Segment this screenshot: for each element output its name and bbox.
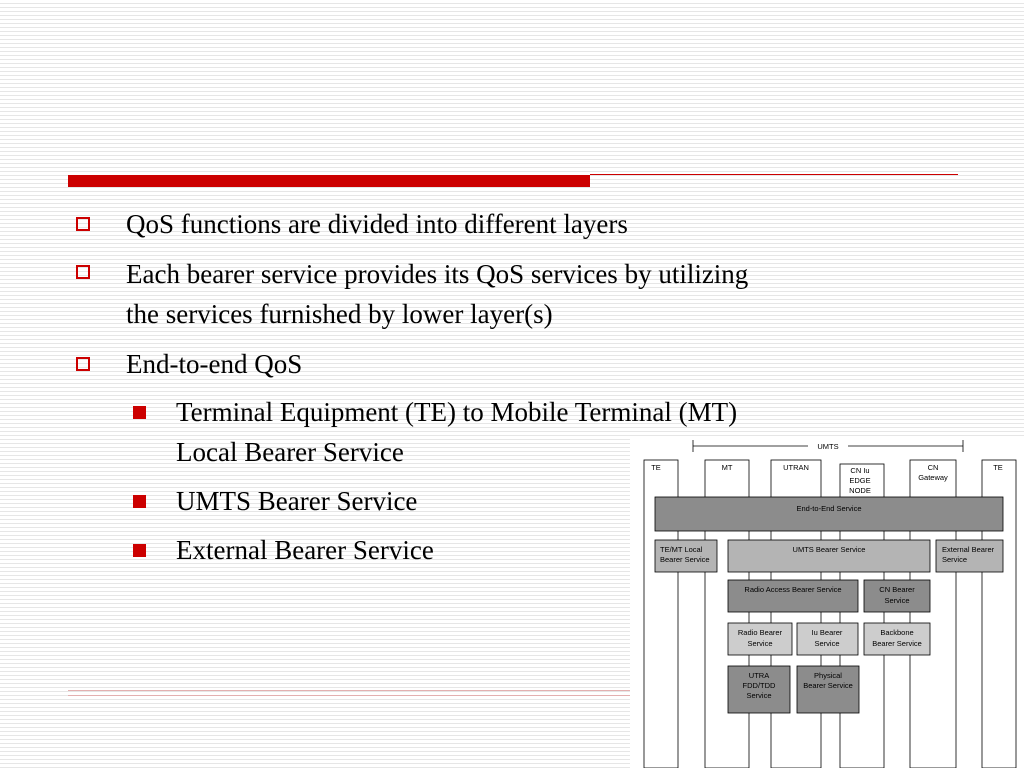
external-label-2: Service bbox=[942, 555, 968, 564]
cn-iu-label-3: NODE bbox=[849, 486, 871, 495]
cn-iu-label-2: EDGE bbox=[849, 476, 871, 485]
hollow-square-bullet-icon bbox=[76, 217, 90, 231]
iu-bearer-label-1: Iu Bearer bbox=[811, 628, 843, 637]
filled-square-bullet-icon bbox=[133, 495, 146, 508]
bullet-1: QoS functions are divided into different layers bbox=[126, 209, 628, 239]
umts-label: UMTS bbox=[817, 442, 839, 451]
iu-bearer-label-2: Service bbox=[814, 639, 840, 648]
utran-label: UTRAN bbox=[783, 463, 809, 472]
temt-label-1: TE/MT Local bbox=[660, 545, 703, 554]
cn-iu-label-1: CN Iu bbox=[850, 466, 870, 475]
bullet-2-line-1: Each bearer service provides its QoS services by utilizing bbox=[126, 259, 749, 289]
sub-bullet-3: External Bearer Service bbox=[176, 535, 434, 565]
footer-rule bbox=[68, 690, 630, 696]
umts-bearer-label: UMTS Bearer Service bbox=[792, 545, 866, 554]
backbone-label-1: Backbone bbox=[880, 628, 914, 637]
bullet-3: End-to-end QoS bbox=[126, 349, 303, 379]
physical-label-2: Bearer Service bbox=[803, 681, 853, 690]
utra-label-1: UTRA bbox=[748, 671, 770, 680]
utra-label-3: Service bbox=[746, 691, 772, 700]
sub-bullet-2: UMTS Bearer Service bbox=[176, 486, 418, 516]
physical-label-1: Physical bbox=[814, 671, 842, 680]
hollow-square-bullet-icon bbox=[76, 265, 90, 279]
cn-bearer-label-1: CN Bearer bbox=[879, 585, 915, 594]
te-left-label: TE bbox=[651, 463, 661, 472]
cn-gateway-label-1: CN bbox=[927, 463, 939, 472]
utra-label-2: FDD/TDD bbox=[742, 681, 776, 690]
cn-bearer-label-2: Service bbox=[884, 596, 910, 605]
temt-label-2: Bearer Service bbox=[660, 555, 710, 564]
te-right-label: TE bbox=[993, 463, 1003, 472]
sub-bullet-1-line-1: Terminal Equipment (TE) to Mobile Terminal (MT) bbox=[176, 397, 738, 427]
qos-architecture-diagram bbox=[630, 436, 1024, 768]
hollow-square-bullet-icon bbox=[76, 357, 90, 371]
end-to-end-label: End-to-End Service bbox=[796, 504, 862, 513]
filled-square-bullet-icon bbox=[133, 544, 146, 557]
radio-access-label: Radio Access Bearer Service bbox=[744, 585, 842, 594]
radio-bearer-label-1: Radio Bearer bbox=[737, 628, 783, 637]
backbone-label-2: Bearer Service bbox=[872, 639, 922, 648]
filled-square-bullet-icon bbox=[133, 406, 146, 419]
bullet-2-line-2: the services furnished by lower layer(s) bbox=[126, 299, 553, 329]
end-to-end-service-box bbox=[655, 497, 1003, 531]
cn-gateway-label-2: Gateway bbox=[918, 473, 948, 482]
external-label-1: External Bearer bbox=[942, 545, 995, 554]
radio-bearer-label-2: Service bbox=[747, 639, 773, 648]
sub-bullet-1-line-2: Local Bearer Service bbox=[176, 437, 404, 467]
umts-span bbox=[693, 440, 963, 452]
mt-label: MT bbox=[721, 463, 733, 472]
